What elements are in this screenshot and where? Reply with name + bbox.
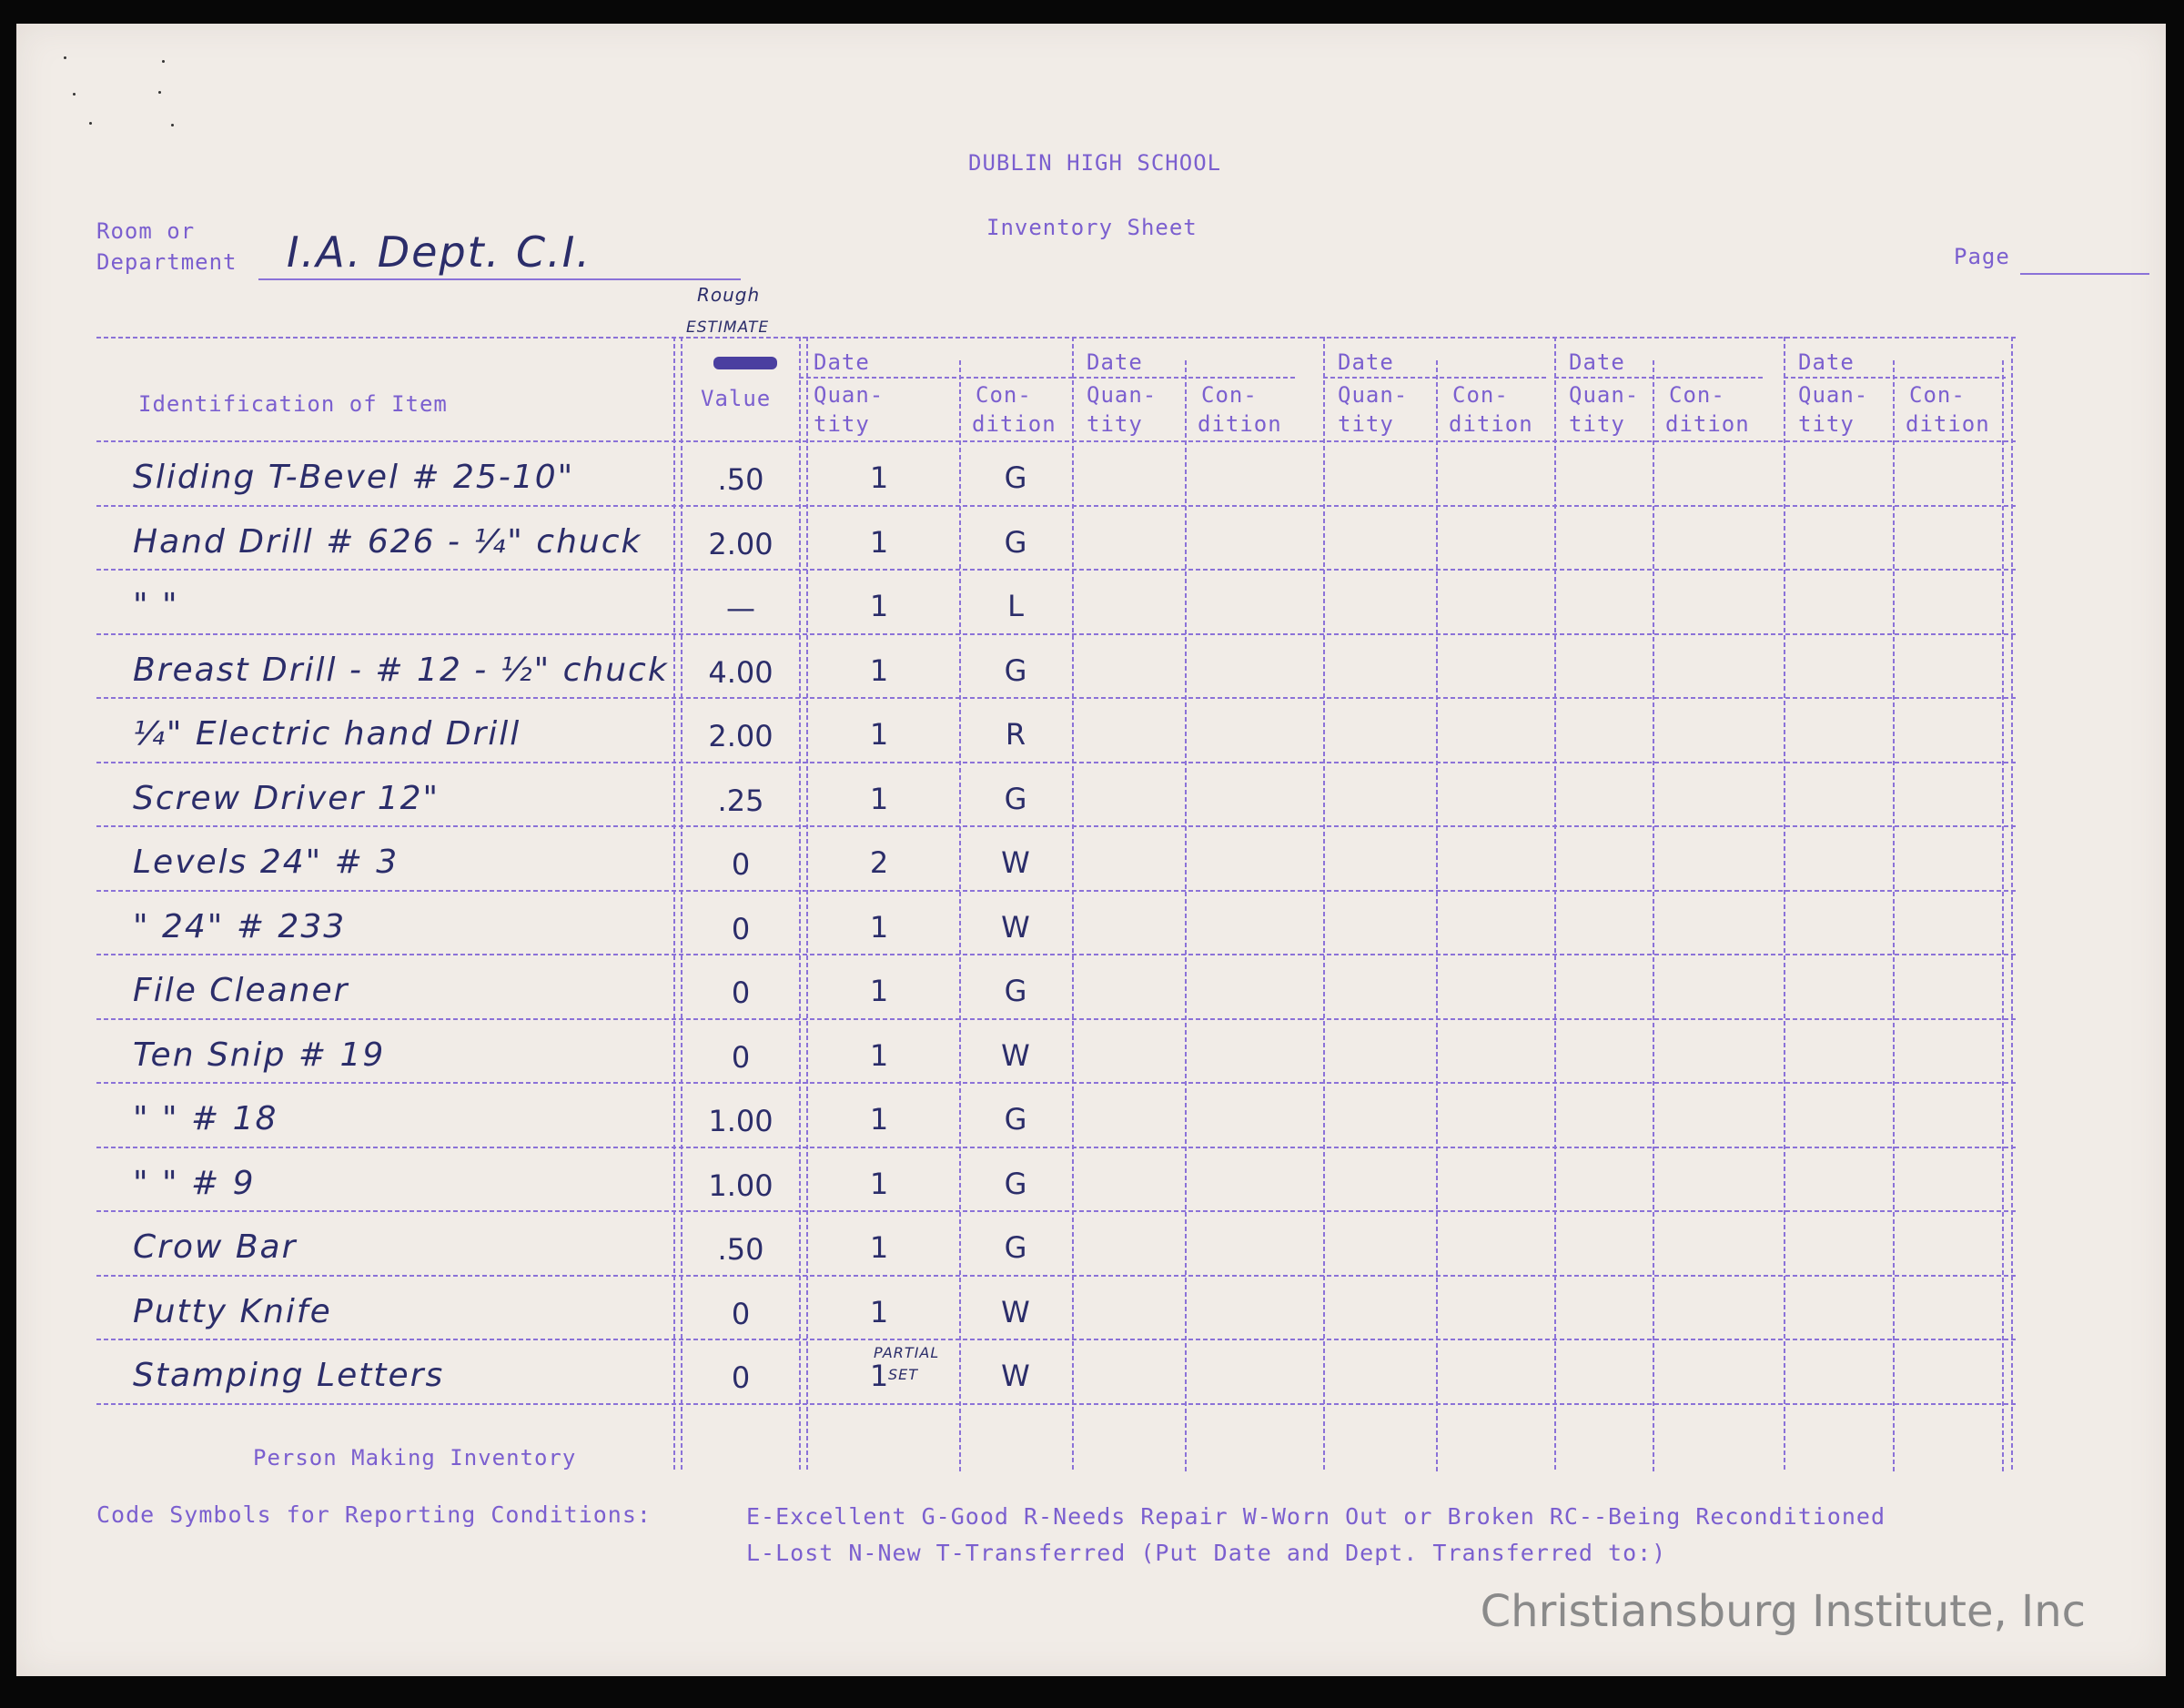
- row-rule: [96, 954, 2018, 955]
- header-condition: Con-: [1452, 382, 1509, 408]
- item-name: Levels 24" # 3: [133, 844, 399, 881]
- item-quantity: 1: [869, 909, 889, 945]
- item-quantity: 1: [869, 1294, 889, 1329]
- column-rule: [1436, 360, 1438, 1472]
- column-rule: [1893, 360, 1895, 1472]
- header-condition: dition: [1665, 411, 1750, 437]
- header-condition: dition: [1198, 411, 1282, 437]
- item-value: 0: [731, 975, 751, 1010]
- item-value: .50: [717, 1232, 764, 1267]
- column-rule: [1653, 360, 1654, 1472]
- header-bottom-rule: [96, 440, 2018, 442]
- header-quantity: Quan-: [1087, 382, 1158, 408]
- item-name: Breast Drill - # 12 - ½" chuck: [133, 651, 669, 689]
- header-quantity: tity: [1798, 411, 1855, 437]
- header-condition: Con-: [976, 382, 1032, 408]
- row-rule: [96, 1403, 2018, 1405]
- header-quantity: Quan-: [1798, 382, 1869, 408]
- watermark: Christiansburg Institute, Inc: [1480, 1586, 2086, 1637]
- item-condition: W: [1001, 845, 1030, 880]
- header-top-rule: [96, 337, 2018, 339]
- item-quantity: 1: [869, 1230, 889, 1265]
- item-condition: G: [1004, 652, 1027, 688]
- item-quantity-note: SET: [888, 1366, 919, 1383]
- item-condition: R: [1005, 717, 1026, 752]
- column-rule: [806, 337, 808, 1472]
- column-rule: [1185, 360, 1187, 1472]
- item-quantity: 1: [869, 589, 889, 623]
- date-sub-rule: [1784, 377, 2006, 379]
- item-condition: W: [1001, 1359, 1030, 1393]
- row-rule: [96, 1147, 2018, 1148]
- header-condition: dition: [1906, 411, 1990, 437]
- row-rule: [96, 1275, 2018, 1277]
- item-condition: G: [1004, 1102, 1027, 1137]
- column-rule: [1784, 337, 1785, 1472]
- item-name: Crow Bar: [133, 1228, 298, 1266]
- item-condition: W: [1001, 1294, 1030, 1329]
- rough-estimate-note-line1: Rough: [697, 284, 761, 306]
- header-identification: Identification of Item: [138, 391, 448, 417]
- header-date: Date: [1798, 349, 1855, 375]
- item-condition: L: [1007, 589, 1024, 623]
- date-sub-rule: [1323, 377, 1549, 379]
- room-value-underline: [258, 278, 741, 280]
- item-name: File Cleaner: [133, 972, 349, 1009]
- item-condition: G: [1004, 1230, 1027, 1265]
- item-value: —: [726, 591, 755, 625]
- item-quantity: 1: [869, 1166, 889, 1201]
- room-label-line1: Room or: [96, 218, 196, 244]
- header-quantity: Quan-: [1569, 382, 1640, 408]
- item-quantity: 1: [869, 524, 889, 560]
- item-name: " " # 9: [133, 1164, 256, 1202]
- row-rule: [96, 1018, 2018, 1020]
- row-rule: [96, 697, 2018, 699]
- row-rule: [96, 633, 2018, 635]
- item-value: 0: [731, 911, 751, 946]
- header-quantity: tity: [1569, 411, 1625, 437]
- item-quantity: 1: [869, 974, 889, 1008]
- item-name: " 24" # 233: [133, 907, 347, 945]
- column-rule: [2011, 337, 2013, 1472]
- header-condition: Con-: [1909, 382, 1966, 408]
- scribble-mark: [713, 357, 777, 369]
- column-rule: [1554, 337, 1556, 1472]
- header-quantity: tity: [1338, 411, 1394, 437]
- item-value: .50: [717, 462, 764, 497]
- column-rule: [799, 337, 801, 1472]
- header-date: Date: [1087, 349, 1143, 375]
- header-condition: Con-: [1669, 382, 1725, 408]
- item-condition: G: [1004, 460, 1027, 495]
- code-symbols-line2: L-Lost N-New T-Transferred (Put Date and Dept. Transferred to:): [746, 1540, 1667, 1566]
- header-quantity: tity: [1087, 411, 1143, 437]
- column-rule: [2002, 360, 2004, 1472]
- item-value: 2.00: [708, 719, 774, 753]
- item-value: 0: [731, 1296, 751, 1331]
- row-rule: [96, 890, 2018, 892]
- item-quantity: 1: [869, 717, 889, 752]
- item-value: 2.00: [708, 526, 774, 561]
- row-rule: [96, 762, 2018, 763]
- item-value: 1.00: [708, 1167, 774, 1203]
- column-rule: [681, 337, 682, 1472]
- item-condition: G: [1004, 974, 1027, 1008]
- row-rule: [96, 825, 2018, 827]
- item-name: Sliding T-Bevel # 25-10": [133, 459, 575, 496]
- header-date: Date: [814, 349, 870, 375]
- item-condition: G: [1004, 1166, 1027, 1201]
- column-rule: [1323, 337, 1325, 1472]
- item-name: " ": [133, 587, 179, 624]
- date-sub-rule: [1072, 377, 1298, 379]
- item-value: 0: [731, 1039, 751, 1075]
- header-value: Value: [701, 386, 772, 411]
- item-value: 4.00: [708, 654, 774, 690]
- header-condition: Con-: [1201, 382, 1258, 408]
- header-quantity: Quan-: [814, 382, 885, 408]
- page-number-underline: [2020, 273, 2149, 275]
- item-name: Putty Knife: [133, 1292, 332, 1330]
- column-rule: [1072, 337, 1074, 1472]
- header-quantity: tity: [814, 411, 870, 437]
- item-quantity: 1: [869, 1037, 889, 1073]
- item-name: " " # 18: [133, 1100, 278, 1137]
- room-value: I.A. Dept. C.I.: [287, 227, 592, 277]
- item-name: Ten Snip # 19: [133, 1036, 386, 1074]
- row-rule: [96, 1082, 2018, 1084]
- item-quantity-note: PARTIAL: [874, 1344, 940, 1361]
- item-condition: G: [1004, 781, 1027, 816]
- item-quantity: 1: [869, 652, 889, 688]
- page-label: Page: [1954, 244, 2010, 269]
- person-making-inventory-label: Person Making Inventory: [253, 1445, 577, 1470]
- sheet-title: Inventory Sheet: [986, 215, 1198, 240]
- item-quantity: 1: [869, 1102, 889, 1137]
- code-symbols-label: Code Symbols for Reporting Conditions:: [96, 1501, 652, 1528]
- row-rule: [96, 1339, 2018, 1340]
- item-quantity: 2: [869, 845, 889, 880]
- item-quantity: 1: [869, 781, 889, 816]
- header-date: Date: [1338, 349, 1394, 375]
- date-sub-rule: [1554, 377, 1765, 379]
- item-condition: W: [1001, 1037, 1030, 1073]
- item-name: Hand Drill # 626 - ¼" chuck: [133, 522, 642, 561]
- row-rule: [96, 1210, 2018, 1212]
- item-name: ¼" Electric hand Drill: [133, 715, 521, 753]
- item-quantity: 1: [869, 1359, 889, 1393]
- item-condition: G: [1004, 524, 1027, 560]
- item-value: 0: [731, 847, 751, 882]
- row-rule: [96, 569, 2018, 571]
- date-sub-rule: [799, 377, 1072, 379]
- room-label-line2: Department: [96, 249, 238, 275]
- item-name: Screw Driver 12": [133, 779, 440, 817]
- item-condition: W: [1001, 909, 1030, 945]
- item-value: 1.00: [708, 1104, 774, 1138]
- item-quantity: 1: [869, 460, 889, 495]
- item-value: .25: [717, 783, 764, 818]
- column-rule: [673, 337, 675, 1472]
- item-value: 0: [731, 1360, 751, 1395]
- header-date: Date: [1569, 349, 1625, 375]
- header-condition: dition: [972, 411, 1057, 437]
- header-quantity: Quan-: [1338, 382, 1409, 408]
- rough-estimate-note-line2: ESTIMATE: [686, 318, 770, 337]
- school-name: DUBLIN HIGH SCHOOL: [968, 150, 1222, 176]
- row-rule: [96, 505, 2018, 507]
- code-symbols-line1: E-Excellent G-Good R-Needs Repair W-Worn Out or Broken RC--Being Reconditioned: [746, 1503, 1886, 1530]
- header-condition: dition: [1449, 411, 1533, 437]
- item-name: Stamping Letters: [133, 1357, 445, 1394]
